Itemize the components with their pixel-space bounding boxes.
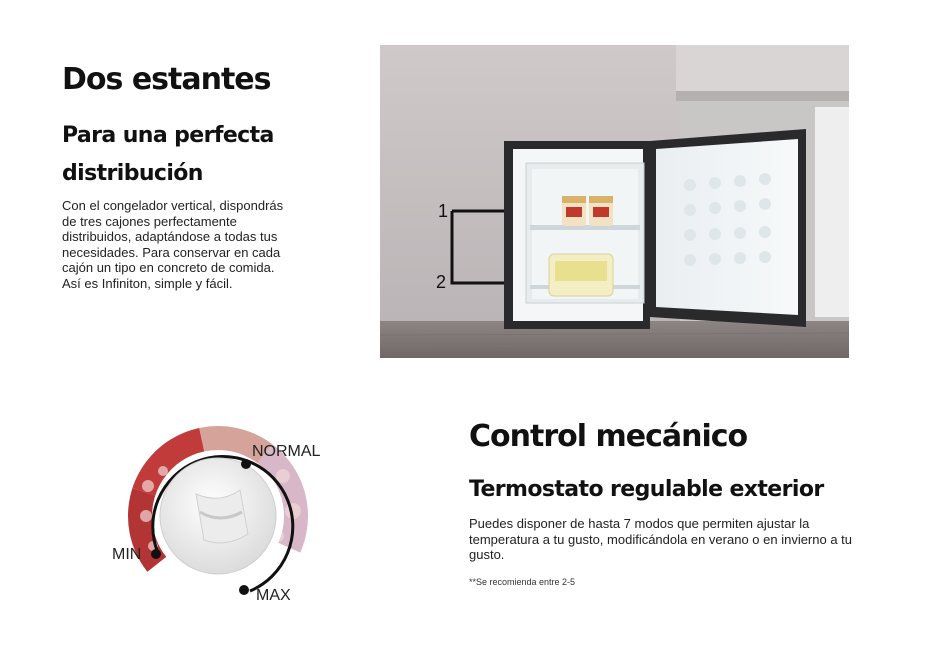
shelves-title: Dos estantes — [62, 62, 271, 97]
control-subtitle: Termostato regulable exterior — [469, 477, 824, 502]
normal-dot — [241, 459, 251, 469]
recommendation-note: **Se recomienda entre 2-5 — [469, 577, 576, 587]
shelves-subtitle: Para una perfecta distribución — [62, 123, 274, 186]
max-dot — [239, 585, 249, 595]
dial-label-min: MIN — [112, 546, 142, 563]
thermostat-dial-illustration — [108, 416, 348, 606]
dial-label-max: MAX — [256, 587, 291, 604]
dial-label-normal: NORMAL — [252, 443, 321, 460]
shelf-label-1: 1 — [438, 201, 449, 221]
shelves-description: Con el congelador vertical, dispondrás de tres cajones perfectamente distribuidos, adaptándose a todas tus necesidades. Para conservar en cada cajón un tipo en concreto de comida. Así es Infiniton, simple y fácil. — [62, 198, 284, 291]
control-description: Puedes disponer de hasta 7 modos que permiten ajustar la temperatura a tu gusto, modificándola en verano o en invierno a tu gusto. — [469, 516, 853, 563]
freezer-photo — [380, 45, 849, 358]
control-title: Control mecánico — [469, 419, 748, 454]
shelf-label-2: 2 — [436, 272, 447, 292]
min-dot — [151, 549, 161, 559]
